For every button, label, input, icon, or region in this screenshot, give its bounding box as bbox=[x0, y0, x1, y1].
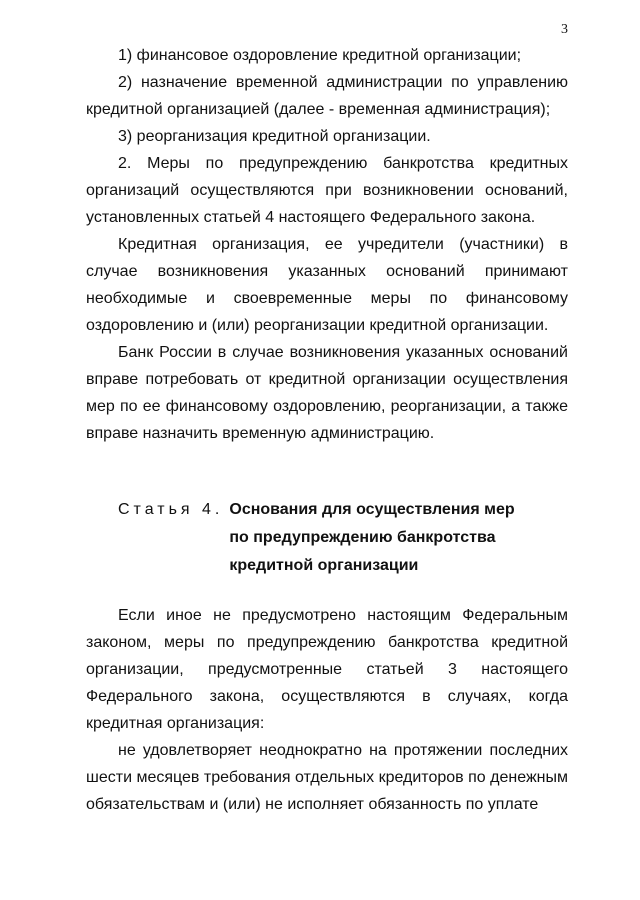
article-title: Основания для осуществления мер по предупреждению банкротства кредитной организации bbox=[229, 501, 515, 574]
article-heading bbox=[118, 496, 568, 580]
paragraph-clause-2: 2. Меры по предупреждению банкротства кредитных организаций осуществляются при возникновении оснований, установленных статьей 4 настоящего Федерального закона. bbox=[86, 155, 568, 226]
paragraph-item-1: 1) финансовое оздоровление кредитной организации; bbox=[118, 47, 522, 64]
body-text-bottom bbox=[86, 602, 568, 818]
body-text-top bbox=[86, 42, 568, 447]
paragraph-item-3: 3) реорганизация кредитной организации. bbox=[118, 128, 431, 145]
paragraph-bank-russia: Банк России в случае возникновения указанных оснований вправе потребовать от кредитной организации осуществления мер по ее финансовому оздоровлению, реорганизации, а также вправе назначить временную администрацию. bbox=[86, 344, 568, 442]
paragraph-credit-org: Кредитная организация, ее учредители (участники) в случае возникновения указанных оснований принимают необходимые и своевременные меры по финансовому оздоровлению и (или) реорганизации кредитной организации. bbox=[86, 236, 568, 334]
page-number: 3 bbox=[561, 22, 568, 37]
paragraph-item-2: 2) назначение временной администрации по управлению кредитной организацией (далее - временная администрация); bbox=[86, 74, 568, 118]
article-label: Статья 4. bbox=[118, 501, 224, 518]
paragraph-not-satisfy: не удовлетворяет неоднократно на протяжении последних шести месяцев требования отдельных кредиторов по денежным обязательствам и (или) не исполняет обязанность по уплате bbox=[86, 742, 568, 813]
paragraph-grounds: Если иное не предусмотрено настоящим Федеральным законом, меры по предупреждению банкротства кредитной организации, предусмотренные статьей 3 настоящего Федерального закона, осуществляются в случаях, когда кредитная организация: bbox=[86, 607, 568, 732]
